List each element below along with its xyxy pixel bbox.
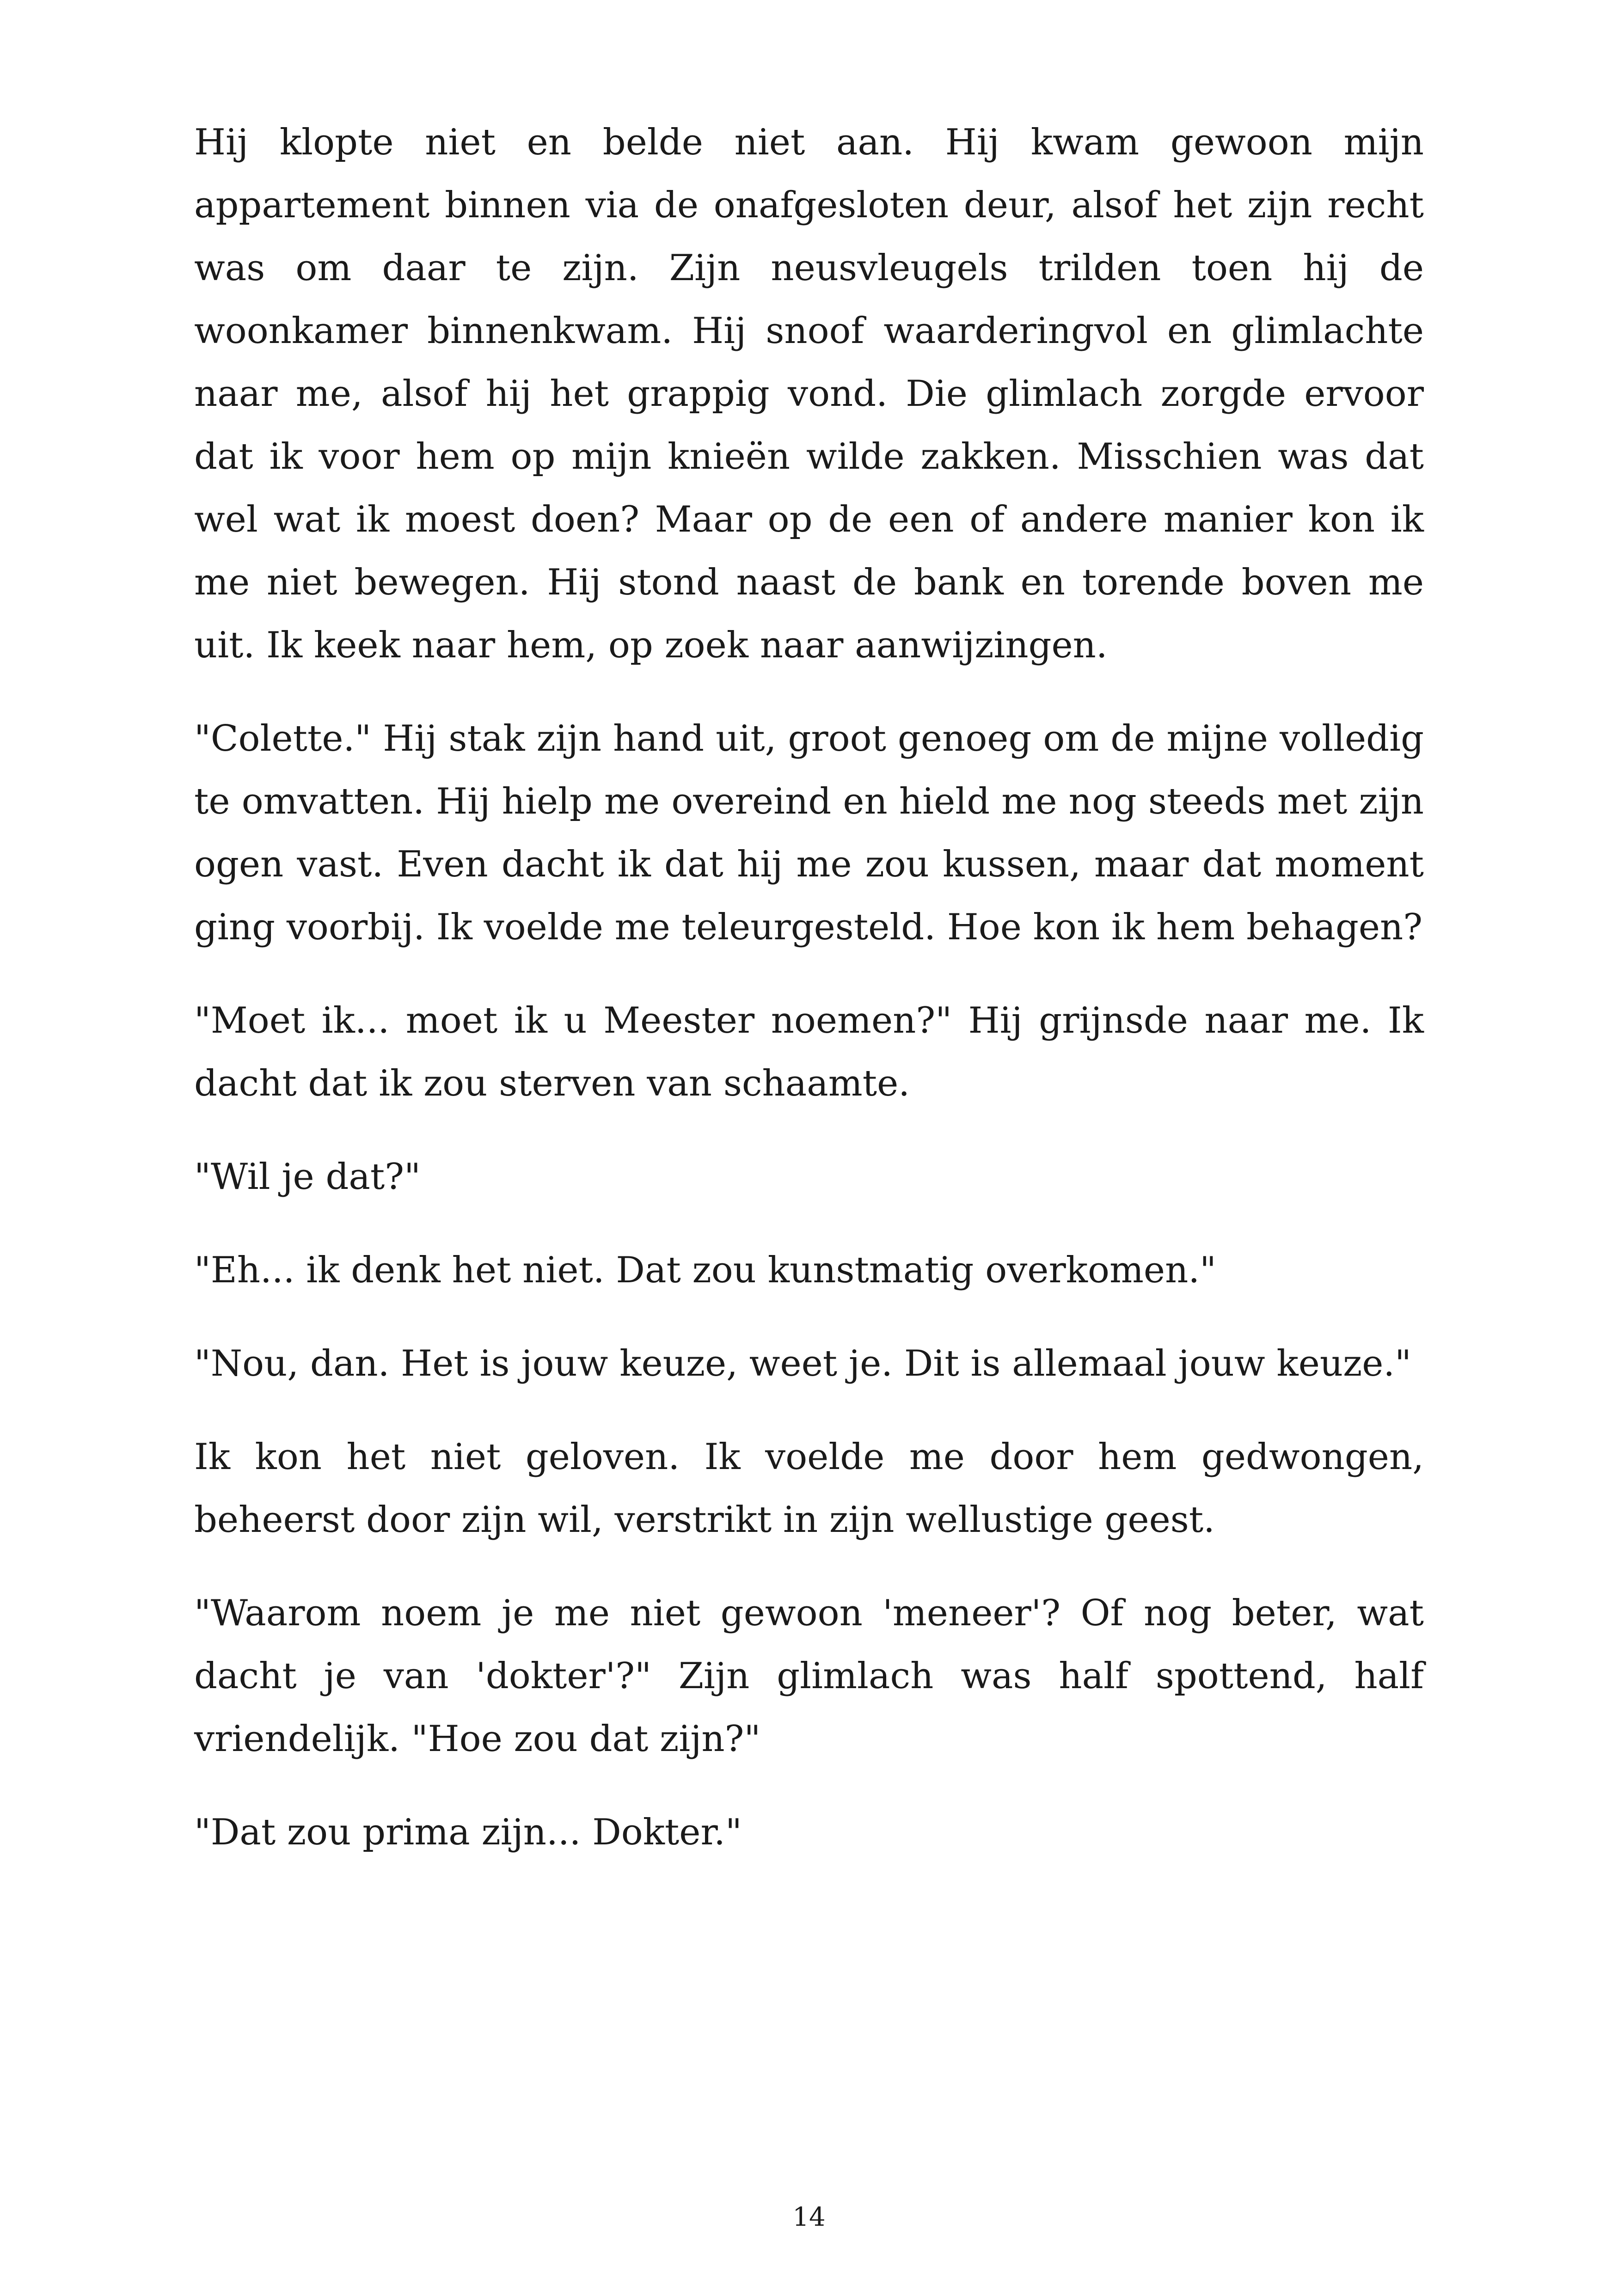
- paragraph: "Nou, dan. Het is jouw keuze, weet je. Dit is allemaal jouw keuze.": [194, 1343, 1412, 1384]
- paragraph: "Colette." Hij stak zijn hand uit, groot genoeg om de mijne volledig te omvatten. Hij hielp me overeind en hield me nog steeds met zijn ogen vast. Even dacht ik dat hij me zou kussen, maar dat moment ging voorbij. Ik voelde me teleurgesteld. Hoe kon ik hem behagen?: [194, 718, 1424, 948]
- paragraph: "Dat zou prima zijn... Dokter.": [194, 1812, 742, 1853]
- paragraph: "Waarom noem je me niet gewoon 'meneer'? Of nog beter, wat dacht je van 'dokter'?" Zijn glimlach was half spottend, half vriendelijk. "Hoe zou dat zijn?": [194, 1592, 1424, 1760]
- paragraph: "Wil je dat?": [194, 1156, 421, 1198]
- paragraph: "Eh... ik denk het niet. Dat zou kunstmatig overkomen.": [194, 1249, 1217, 1291]
- page-number: 14: [792, 2202, 826, 2232]
- paragraph: Hij klopte niet en belde niet aan. Hij kwam gewoon mijn appartement binnen via de onafgesloten deur, alsof het zijn recht was om daar te zijn. Zijn neusvleugels trilden toen hij de woonkamer binnenkwam. Hij snoof waarderingvol en glimlachte naar me, alsof hij het grappig vond. Die glimlach zorgde ervoor dat ik voor hem op mijn knieën wilde zakken. Misschien was dat wel wat ik moest doen? Maar op de een of andere manier kon ik me niet bewegen. Hij stond naast de bank en torende boven me uit. Ik keek naar hem, op zoek naar aanwijzingen.: [194, 122, 1424, 666]
- paragraph: Ik kon het niet geloven. Ik voelde me door hem gedwongen, beheerst door zijn wil, verstrikt in zijn wellustige geest.: [194, 1436, 1424, 1541]
- body-text: [194, 111, 1424, 1894]
- paragraph: "Moet ik... moet ik u Meester noemen?" Hij grijnsde naar me. Ik dacht dat ik zou sterven van schaamte.: [194, 1000, 1424, 1104]
